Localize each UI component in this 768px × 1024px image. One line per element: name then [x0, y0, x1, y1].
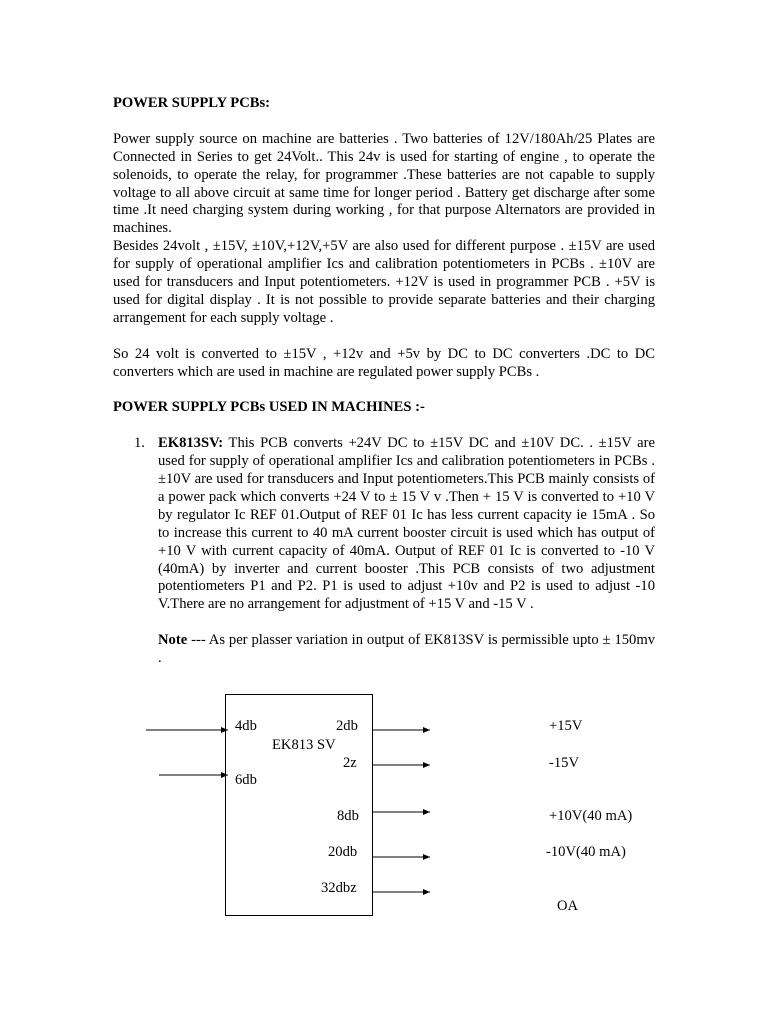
pin-label-6db: 6db: [235, 772, 257, 788]
intro-paragraph-2: Besides 24volt , ±15V, ±10V,+12V,+5V are also used for different purpose . ±15V are used for supply of operational amplifier Ics and calibration potentiometers in PCBs . ±10V are used for transducers and Input potentiometers. +12V is used in programmer PCB . +5V is used for digital display . It is not possible to provide separate batteries and their charging arrangement for each supply voltage .: [113, 238, 655, 326]
output-label-minus10v: -10V(40 mA): [546, 844, 626, 860]
pcb-name: EK813SV:: [158, 435, 224, 452]
note-text: --- As per plasser variation in output of EK813SV is permissible upto ± 150mv .: [158, 632, 655, 667]
intro-paragraph-3: So 24 volt is converted to ±15V , +12v and +5v by DC to DC converters .DC to DC converters which are used in machine are regulated power supply PCBs .: [113, 345, 655, 380]
intro-paragraph-1: Power supply source on machine are batteries . Two batteries of 12V/180Ah/25 Plates are Connected in Series to get 24Volt.. This 24v is used for starting of engine , to operate the solenoids, to operate the relay, for programmer .These batteries are not capable to supply voltage to all above circuit at same time for longer period . Battery get discharge after some time .It need charging system during working , for that purpose Alternators are provided in machines.: [113, 130, 655, 237]
output-label-plus15v: +15V: [549, 718, 583, 734]
pin-label-2z: 2z: [343, 755, 357, 771]
pcb-description: This PCB converts +24V DC to ±15V DC and ±10V DC. . ±15V are used for supply of operational amplifier Ics and calibration potentiometers in PCBs . ±10V are used for transducers and Input potentiometers.This PCB mainly consists of a power pack which converts +24 V to ± 15 V v .Then + 15 V is converted to +10 V by regulator Ic REF 01.Output of REF 01 Ic has less current capacity ie 15mA . So to increase this current to 40 mA current booster circuit is used which has output of +10 V with current capacity of 40mA. Output of REF 01 Ic is converted to -10 V (40mA) by inverter and current booster .This PCB consists of two adjustment potentiometers P1 and P2. P1 is used to adjust +10v and P2 is used to adjust -10 V.There are no arrangement for adjustment of +15 V and -15 V .: [158, 435, 655, 613]
pin-label-20db: 20db: [328, 844, 358, 860]
output-label-minus15v: -15V: [549, 755, 579, 771]
pin-label-2db: 2db: [336, 718, 358, 734]
pin-label-4db: 4db: [235, 718, 257, 734]
box-label: EK813 SV: [272, 737, 336, 753]
pin-label-32dbz: 32dbz: [321, 880, 357, 896]
page-title: POWER SUPPLY PCBs:: [113, 95, 271, 111]
pin-label-8db: 8db: [337, 808, 359, 824]
output-label-oa: OA: [557, 898, 579, 914]
list-item-number: 1.: [134, 435, 145, 452]
output-label-plus10v: +10V(40 mA): [549, 808, 633, 824]
note-label: Note: [158, 632, 188, 649]
section-title: POWER SUPPLY PCBs USED IN MACHINES :-: [113, 399, 425, 416]
